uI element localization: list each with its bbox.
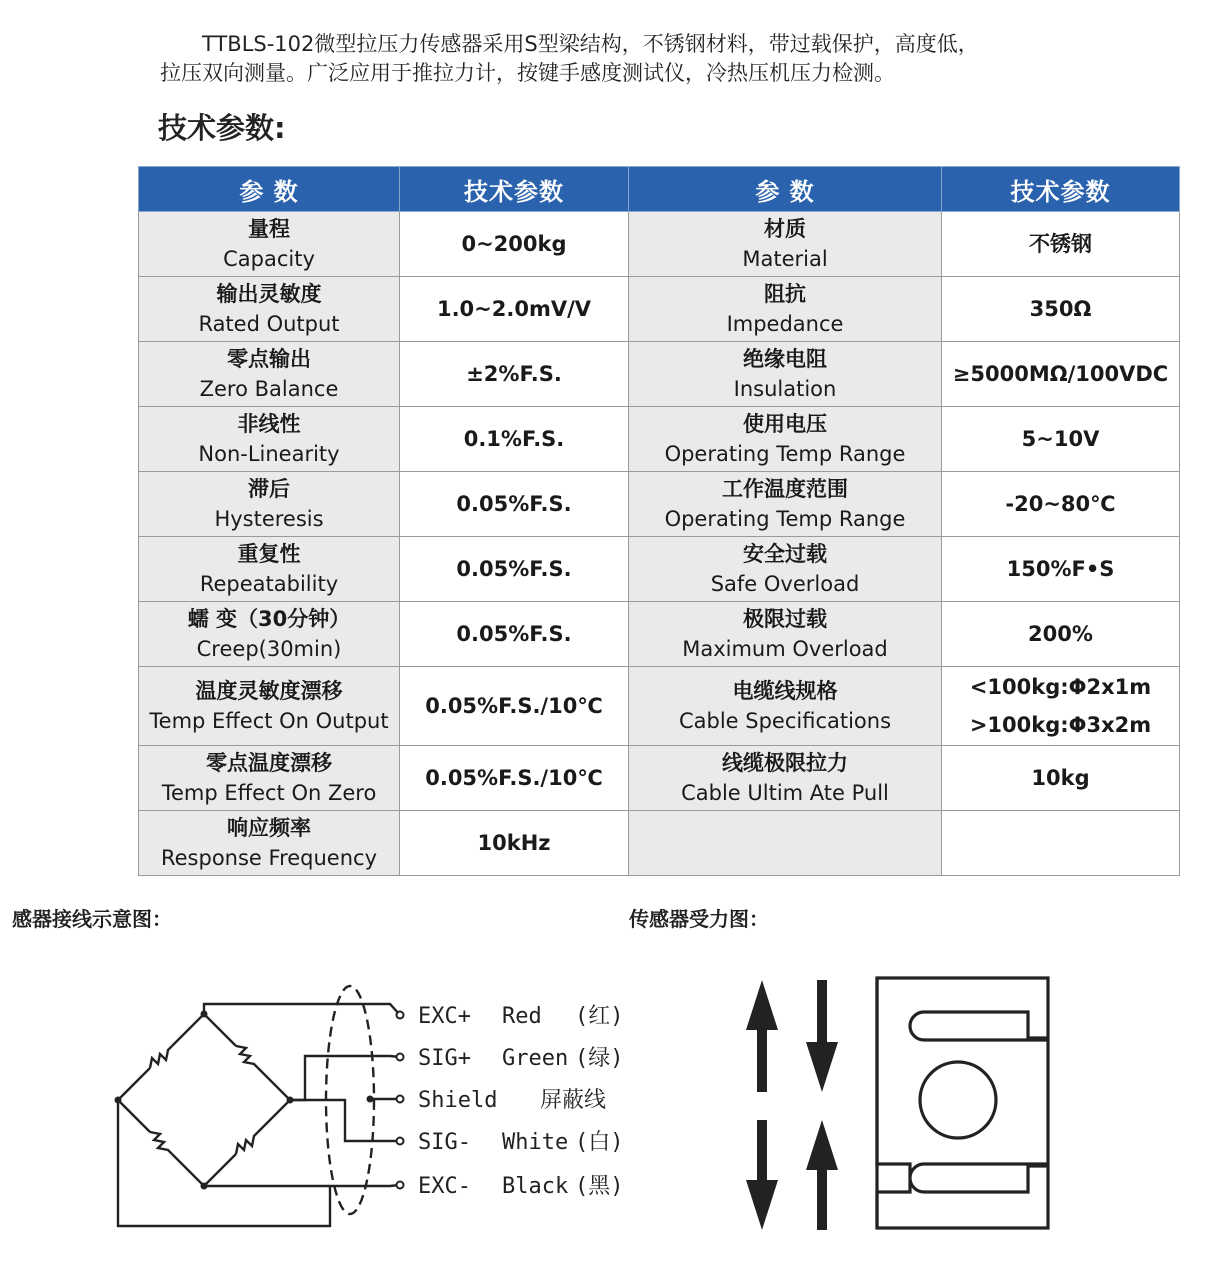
- param-cell-en: Cable Ultim Ate Pull: [681, 780, 889, 805]
- value-cell-text: 0.05%F.S.: [456, 492, 572, 516]
- param-cell: [629, 537, 942, 602]
- param-cell: [139, 811, 400, 876]
- value-cell: [942, 212, 1180, 277]
- param-cell-en: Cable Specifications: [678, 708, 892, 733]
- param-cell: [139, 746, 400, 811]
- param-cell-en: Impedance: [726, 311, 844, 336]
- wire-color: Green: [502, 1046, 569, 1071]
- value-cell: [400, 407, 629, 472]
- param-cell-en: Material: [742, 246, 828, 271]
- value-cell-text: 0.1%F.S.: [463, 427, 565, 451]
- param-cell-zh: 线缆极限拉力: [722, 750, 848, 775]
- value-cell-text: 150%F•S: [1006, 557, 1115, 581]
- arrow-up-icon: [806, 1120, 838, 1230]
- value-cell: [942, 277, 1180, 342]
- param-cell-zh: 非线性: [237, 411, 301, 436]
- param-cell: [139, 667, 400, 746]
- spec-table: [138, 166, 1180, 876]
- value-cell: [400, 811, 629, 876]
- value-cell: [942, 407, 1180, 472]
- param-cell-en: Creep(30min): [196, 636, 342, 661]
- value-cell-text: 0.05%F.S.: [456, 557, 572, 581]
- wire-name: EXC+: [418, 1004, 471, 1029]
- param-cell: [629, 667, 942, 746]
- value-cell-text: ±2%F.S.: [466, 362, 562, 386]
- param-cell: [629, 277, 942, 342]
- param-cell-en: Temp Effect On Zero: [161, 780, 377, 805]
- param-cell: [139, 407, 400, 472]
- param-cell-en: Capacity: [223, 246, 315, 271]
- value-cell: [942, 811, 1180, 876]
- param-cell-zh: 工作温度范围: [722, 476, 848, 501]
- value-cell: [942, 342, 1180, 407]
- wire-name: Shield: [418, 1088, 498, 1113]
- header-value-1: 技术参数: [400, 167, 629, 212]
- param-cell-en: Zero Balance: [199, 376, 339, 401]
- force-diagram: [730, 960, 1060, 1250]
- param-cell-en: Repeatability: [199, 571, 339, 596]
- param-cell: [629, 407, 942, 472]
- spec-row: [139, 277, 1180, 342]
- wire-color: Black: [502, 1174, 569, 1199]
- spec-row: [139, 811, 1180, 876]
- value-cell: [942, 537, 1180, 602]
- value-cell-text: 10kHz: [477, 831, 551, 855]
- param-cell: [629, 472, 942, 537]
- value-cell-text: 0.05%F.S./10℃: [425, 694, 603, 718]
- value-cell-text: 10kg: [1031, 766, 1090, 790]
- param-cell: [139, 277, 400, 342]
- wire-color-zh: (白): [575, 1130, 624, 1155]
- param-cell-en: Temp Effect On Output: [149, 708, 389, 733]
- value-cell: [400, 277, 629, 342]
- wiring-diagram-title: 感器接线示意图：: [12, 907, 172, 931]
- param-cell-en: Insulation: [733, 376, 837, 401]
- param-cell: [139, 472, 400, 537]
- s-beam-hole: [920, 1062, 996, 1138]
- value-cell-text: -20~80℃: [1005, 492, 1116, 516]
- wire-color: White: [502, 1130, 569, 1155]
- value-cell-text: 0.05%F.S./10℃: [425, 766, 603, 790]
- wire-name: EXC-: [418, 1174, 471, 1199]
- value-cell: [400, 472, 629, 537]
- intro-line-2: 拉压双向测量。广泛应用于推拉力计，按键手感度测试仪，冷热压机压力检测。: [160, 61, 895, 85]
- header-param-2: 参 数: [629, 167, 942, 212]
- param-cell: [629, 602, 942, 667]
- param-cell-en: Non-Linearity: [198, 441, 340, 466]
- param-cell-zh: 量程: [248, 216, 290, 241]
- value-cell: [942, 472, 1180, 537]
- param-cell-zh: 输出灵敏度: [216, 281, 322, 306]
- arrow-up-icon: [746, 980, 778, 1092]
- wire-color-zh: (黑): [575, 1174, 624, 1199]
- param-cell-en: Maximum Overload: [682, 636, 888, 661]
- param-cell: [139, 602, 400, 667]
- value-cell: [400, 667, 629, 746]
- param-cell: [629, 342, 942, 407]
- value-cell-text: 200%: [1028, 622, 1093, 646]
- spec-row: [139, 602, 1180, 667]
- value-cell: [400, 537, 629, 602]
- param-cell-en: Response Frequency: [160, 845, 378, 870]
- section-title: 技术参数:: [158, 111, 286, 145]
- param-cell-zh: 绝缘电阻: [743, 346, 827, 371]
- wire-color: Red: [502, 1004, 542, 1029]
- param-cell-en: Hysteresis: [214, 506, 324, 531]
- value-cell-text: 350Ω: [1029, 297, 1092, 321]
- spec-row: [139, 212, 1180, 277]
- spec-row: [139, 537, 1180, 602]
- resistor-2: [236, 1046, 258, 1068]
- param-cell-zh: 零点输出: [227, 346, 311, 371]
- intro-text: [160, 30, 1140, 88]
- resistor-3: [150, 1132, 172, 1154]
- wire-name: SIG-: [418, 1130, 471, 1155]
- spec-row: [139, 667, 1180, 746]
- param-cell: [629, 212, 942, 277]
- param-cell-zh: 极限过载: [743, 606, 827, 631]
- spec-table-header: [139, 167, 1180, 212]
- param-cell: [629, 746, 942, 811]
- value-cell: [942, 746, 1180, 811]
- spec-row: [139, 342, 1180, 407]
- param-cell-zh: 电缆线规格: [732, 678, 838, 703]
- value-cell-text: >100kg:Φ3x2m: [969, 713, 1152, 737]
- param-cell: [139, 537, 400, 602]
- value-cell-text: <100kg:Φ2x1m: [969, 675, 1152, 699]
- param-cell-zh: 滞后: [248, 476, 290, 501]
- param-cell-zh: 零点温度漂移: [206, 750, 332, 775]
- wire-color-zh: (红): [575, 1004, 624, 1029]
- param-cell-zh: 阻抗: [764, 281, 806, 306]
- arrow-down-icon: [806, 980, 838, 1092]
- value-cell-text: 0~200kg: [461, 232, 567, 256]
- value-cell-text: 5~10V: [1021, 427, 1100, 451]
- value-cell-text: 0.05%F.S.: [456, 622, 572, 646]
- value-cell-text: 1.0~2.0mV/V: [436, 297, 592, 321]
- force-diagram-title: 传感器受力图：: [629, 907, 769, 931]
- wire-name: SIG+: [418, 1046, 471, 1071]
- intro-line-1: TTBLS-102微型拉压力传感器采用S型梁结构，不锈钢材料，带过载保护，高度低，: [202, 32, 979, 56]
- param-cell-zh: 温度灵敏度漂移: [195, 678, 343, 703]
- s-beam-outline: [877, 978, 1048, 1228]
- value-cell: [942, 667, 1180, 746]
- param-cell: [139, 212, 400, 277]
- header-value-2: 技术参数: [942, 167, 1180, 212]
- resistor-4: [236, 1132, 258, 1154]
- value-cell: [942, 602, 1180, 667]
- value-cell: [400, 602, 629, 667]
- param-cell: [139, 342, 400, 407]
- value-cell-text: 不锈钢: [1029, 232, 1092, 256]
- arrow-down-icon: [746, 1120, 778, 1230]
- value-cell-text: ≥5000MΩ/100VDC: [952, 362, 1169, 386]
- param-cell-en: Safe Overload: [710, 571, 860, 596]
- wire-color-zh: (绿): [575, 1046, 624, 1071]
- resistor-1: [150, 1046, 172, 1068]
- param-cell-en: Operating Temp Range: [664, 506, 906, 531]
- param-cell-zh: 响应频率: [227, 815, 311, 840]
- spec-row: [139, 746, 1180, 811]
- spec-row: [139, 472, 1180, 537]
- param-cell-en: Rated Output: [198, 311, 340, 336]
- header-param-1: 参 数: [139, 167, 400, 212]
- wiring-diagram: [100, 960, 640, 1235]
- param-cell: [629, 811, 942, 876]
- value-cell: [400, 746, 629, 811]
- wire-color-zh: 屏蔽线: [540, 1088, 607, 1113]
- param-cell-zh: 材质: [764, 216, 806, 241]
- param-cell-en: Operating Temp Range: [664, 441, 906, 466]
- param-cell-zh: 蠕 变（30分钟）: [187, 606, 351, 631]
- param-cell-zh: 重复性: [237, 541, 301, 566]
- value-cell: [400, 342, 629, 407]
- value-cell: [400, 212, 629, 277]
- spec-row: [139, 407, 1180, 472]
- param-cell-zh: 使用电压: [743, 411, 827, 436]
- param-cell-zh: 安全过载: [743, 541, 827, 566]
